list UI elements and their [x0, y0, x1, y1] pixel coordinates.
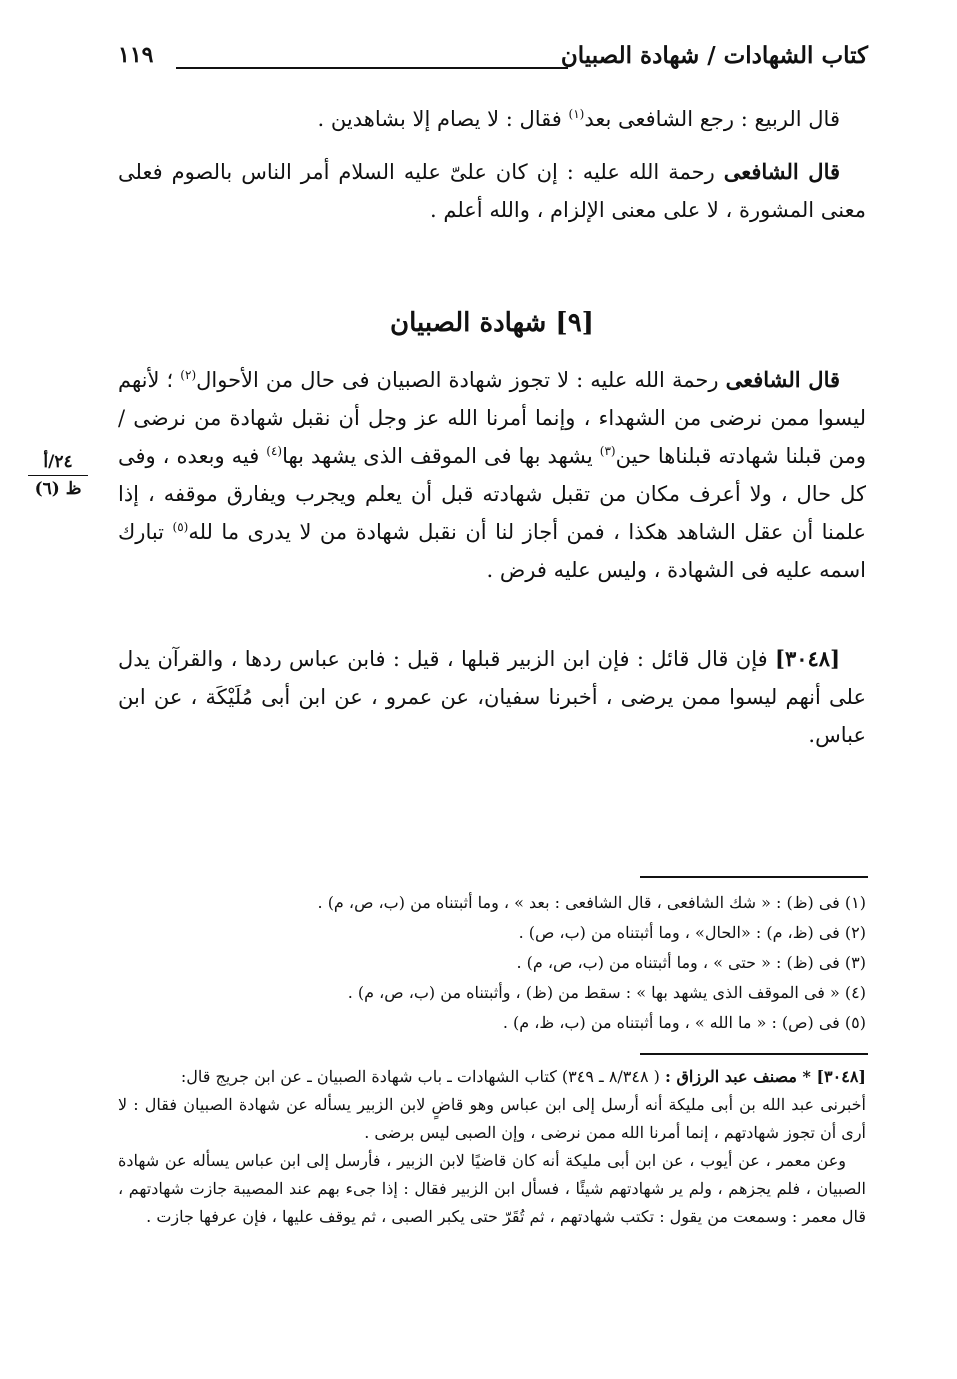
paragraph-number: [٣٠٤٨]: [775, 646, 840, 671]
paragraph-text: فقال : لا يصام إلا بشاهدين .: [317, 107, 569, 131]
running-title: كتاب الشهادات / شهادة الصبيان: [560, 42, 868, 69]
speaker-label: قال الشافعى: [725, 367, 841, 392]
margin-note-bottom: ظ (٦): [34, 479, 82, 499]
footnote-item: (٥) فى (ص) : « ما الله » ، وما أثبتناه من (ب، ظ، م) .: [502, 1013, 866, 1032]
footnote-item: (٣) فى (ظ) : « حتى » ، وما أثبتناه من (ب، ص، م) .: [516, 953, 866, 972]
footnotes: [118, 888, 866, 1038]
paragraph-text: فيه وبعده ، وفى كل حال ، ولا أعرف مكان من تقبل شهادته قبل أن يعلم ويجرب ويفارق موقفه ، إذا علمنا أن عقل الشاهد هكذا ، فمن أجاز لنا أن نقبل شهادة من لا يدرى ما لله: [118, 444, 866, 544]
footnote-ref: (١): [568, 107, 585, 121]
footnote-ref: (٤): [266, 444, 283, 458]
paragraph-text: قال الربيع : رجع الشافعى بعد: [584, 107, 840, 131]
manuscript-margin-note: [28, 452, 88, 499]
footnote-ref: (٥): [172, 520, 189, 534]
margin-note-top: ٢٤/أ: [43, 452, 73, 472]
source-divider: [640, 1053, 868, 1055]
source-label: [٣٠٤٨] * مصنف عبد الرزاق :: [665, 1067, 866, 1086]
header-rule: [176, 67, 568, 69]
footnote-ref: (٢): [180, 368, 197, 382]
paragraph-text: يشهد بها فى الموقف الذى يشهد بها: [282, 444, 600, 468]
paragraph-shafii-fasting: [118, 153, 866, 229]
page-number: ١١٩: [118, 42, 154, 68]
source-ref: ( ٨/٣٤٨ ـ ٣٤٩) كتاب الشهادات ـ باب شهادة الصبيان ـ عن ابن جريج قال:: [180, 1067, 665, 1086]
page-header: [118, 42, 868, 82]
speaker-label: قال الشافعى: [723, 159, 841, 184]
paragraph-text: رحمة الله عليه : إن كان علىّ عليه السلام أمر الناس بالصوم فعلى معنى المشورة ، لا على معنى الإلزام ، والله أعلم .: [118, 160, 866, 222]
paragraph-text: تبارك اسمه عليه فى الشهادة ، وليس عليه فرض .: [118, 520, 866, 582]
paragraph-text: فإن قال قائل : فإن ابن الزبير قبلها ، قيل : فابن عباس ردها ، والقرآن يدل على أنهم ليسوا ممن يرضى ، أخبرنا سفيان، عن عمرو ، عن ابن أبى مُلَيْكَة ، عن ابن عباس.: [118, 647, 866, 747]
margin-note-divider: [28, 475, 88, 476]
footnote-item: (٤) « فى الموقف الذى يشهد بها » : سقط من (ظ) ، وأثبتناه من (ب، ص، م) .: [347, 983, 866, 1002]
paragraph-text: ؛ لأنهم ليسوا ممن نرضى من الشهداء ، وإنما أمرنا الله عز وجل أن نقبل شهادة من نرضى / ومن قبلنا شهادته قبلناها حين: [118, 368, 866, 468]
section-title: [٩] شهادة الصبيان: [390, 308, 594, 338]
paragraph-rabi: [118, 100, 866, 138]
footnote-item: (١) فى (ظ) : « شك الشافعى ، قال الشافعى : بعد » ، وما أثبتناه من (ب، ص، م) .: [317, 893, 866, 912]
paragraph-text: رحمة الله عليه : لا تجوز شهادة الصبيان فى حال من الأحوال: [196, 368, 726, 392]
paragraph-children-testimony: [118, 361, 866, 589]
footnote-divider: [640, 876, 868, 878]
footnote-ref: (٣): [599, 444, 616, 458]
footnote-item: (٢) فى (ظ، م) : «الحال» ، وما أثبتناه من (ب، ص) .: [518, 923, 866, 942]
source-citation: [118, 1063, 866, 1231]
source-text: وعن معمر ، عن أيوب ، عن ابن أبى مليكة أنه كان قاضيًا لابن الزبير ، فأرسل إلى ابن عباس يسأله عن شهادة الصبيان ، فلم يجزهم ، ولم ير شهادتهم شيئًا ، فسأل ابن الزبير فقال : إذا جىء بهم عند المصيبة جازت شهادتهم ، قال معمر : وسمعت من يقول : تكتب شهادتهم ، ثم تُقَرّ حتى يكبر الصبى ، ثم يوقف عليها ، فإن عرفها جازت .: [118, 1151, 866, 1226]
paragraph-3048: [118, 640, 866, 754]
source-text: أخبرنى عبد الله بن أبى مليكة أنه أرسل إلى ابن عباس وهو قاضٍ لابن الزبير يسأله عن شهادة الصبيان فقال : لا أرى أن تجوز شهادتهم ، إنما أمرنا الله ممن نرضى ، وإن الصبى ليس برضى .: [118, 1095, 866, 1142]
